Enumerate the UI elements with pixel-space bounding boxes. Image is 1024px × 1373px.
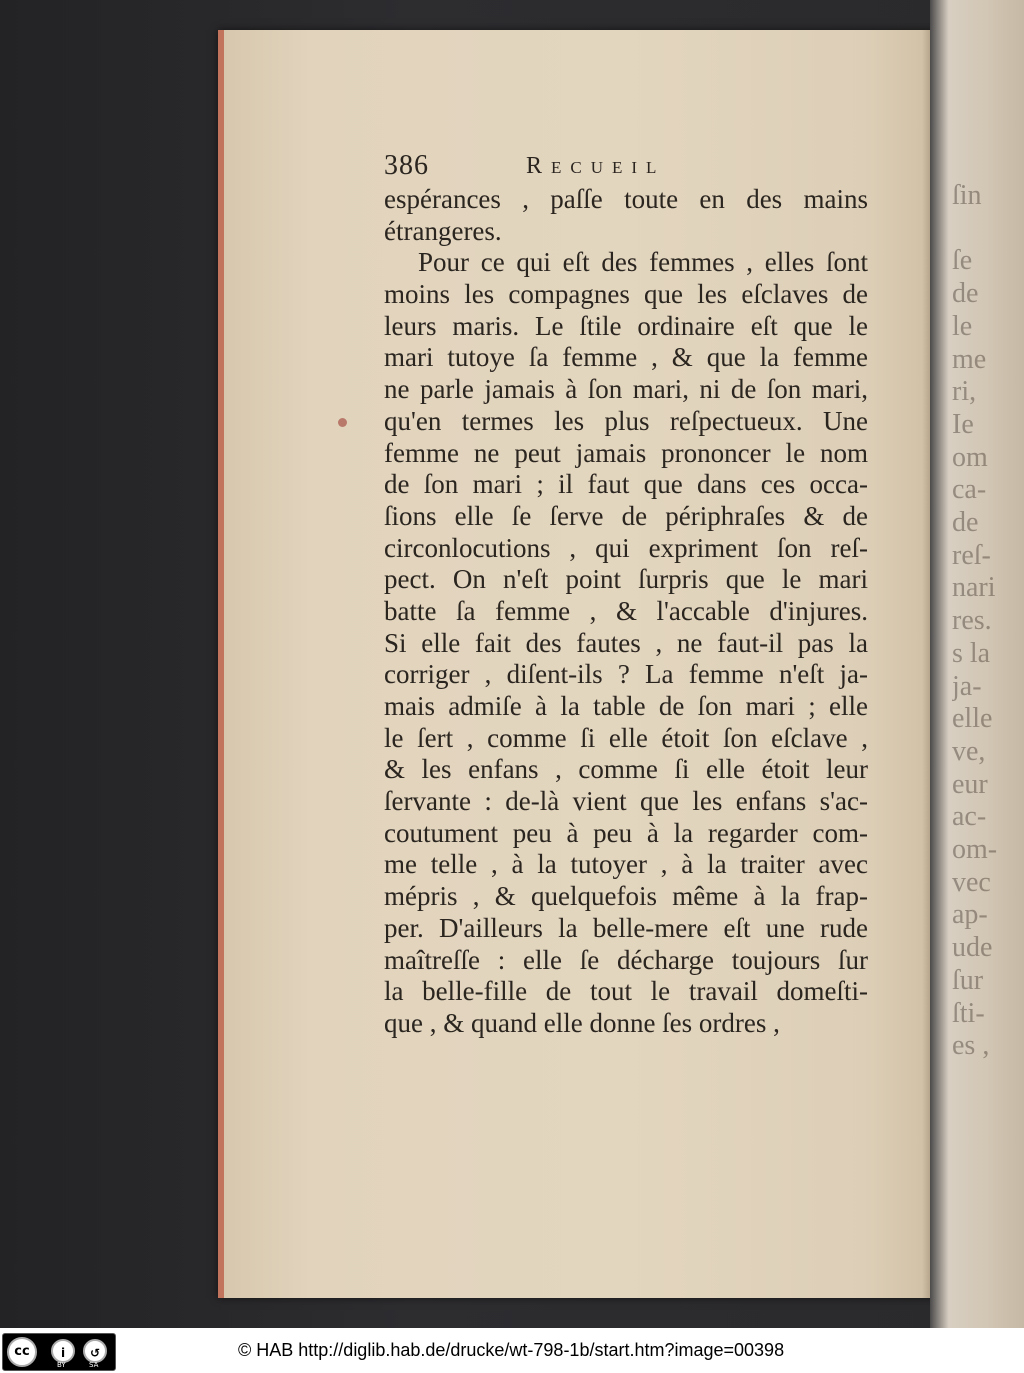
page-text-block bbox=[384, 148, 868, 1040]
text-line: le ſert , comme ſi elle étoit ſon eſclave , bbox=[384, 722, 868, 753]
text-line: per. D'ailleurs la belle-mere eſt une rude bbox=[384, 912, 868, 943]
text-line: Si elle fait des fautes , ne faut-il pas la bbox=[384, 627, 868, 658]
bleed-line bbox=[952, 213, 1022, 246]
text-line: & les enfans , comme ſi elle étoit leur bbox=[384, 754, 868, 785]
text-line: mais admiſe à la table de ſon mari ; elle bbox=[384, 691, 868, 721]
bleed-line: res. bbox=[952, 605, 992, 637]
bleed-line: om bbox=[952, 441, 988, 473]
share-alike-icon: ↺ bbox=[83, 1339, 107, 1363]
bleed-line: nari bbox=[952, 572, 996, 604]
text-line: me telle , à la tutoyer , à la traiter avec bbox=[384, 849, 868, 880]
credit-url[interactable]: © HAB http://diglib.hab.de/drucke/wt-798-1b/start.htm?image=00398 bbox=[238, 1340, 785, 1360]
cc-license-badge[interactable] bbox=[2, 1333, 116, 1371]
bleed-line: ap- bbox=[952, 899, 988, 931]
text-line: qu'en termes les plus reſpectueux. Une bbox=[384, 405, 868, 436]
bleed-line: le bbox=[952, 310, 973, 342]
text-line: leurs maris. Le ſtile ordinaire eſt que le bbox=[384, 310, 868, 341]
text-line: espérances , paſſe toute en des mains bbox=[384, 184, 868, 214]
text-line: que , & quand elle donne ſes ordres , bbox=[384, 1007, 780, 1038]
bleed-line: ja- bbox=[952, 670, 982, 702]
text-line: mépris , & quelquefois même à la frap- bbox=[384, 881, 868, 912]
by-label: BY bbox=[57, 1361, 66, 1369]
bleed-line: de bbox=[952, 507, 979, 539]
bleed-line: ve, bbox=[952, 735, 986, 767]
bleed-line: ude bbox=[952, 932, 993, 964]
bleed-line: ſur bbox=[952, 964, 984, 996]
bleed-line: s la bbox=[952, 637, 991, 669]
text-line: batte ſa femme , & l'accable d'injures. bbox=[384, 595, 868, 626]
bleed-line: ac- bbox=[952, 801, 987, 833]
bleed-line: ri, bbox=[952, 376, 977, 408]
text-line: ſions elle ſe ſerve de périphraſes & de bbox=[384, 500, 868, 531]
page-header bbox=[384, 148, 868, 184]
bleed-line: de bbox=[952, 278, 979, 310]
text-line: ne parle jamais à ſon mari, ni de ſon mari, bbox=[384, 374, 868, 405]
facing-page-bleed-text bbox=[952, 180, 1022, 1063]
text-line: la belle-fille de tout le travail domeſti- bbox=[384, 976, 868, 1007]
bleed-line: Ie bbox=[952, 408, 974, 440]
bleed-line: ſe bbox=[952, 245, 973, 277]
bleed-line: es , bbox=[952, 1030, 990, 1062]
text-line: maîtreſſe : elle ſe décharge toujours ſur bbox=[384, 944, 868, 975]
text-line: Pour ce qui eſt des femmes , elles ſont bbox=[418, 247, 868, 278]
facing-page-edge bbox=[930, 0, 1024, 1328]
bleed-line: ſin bbox=[952, 180, 982, 211]
text-line: femme ne peut jamais prononcer le nom bbox=[384, 437, 868, 468]
bleed-line: ca- bbox=[952, 474, 987, 506]
footer-bar bbox=[0, 1328, 1024, 1373]
page-number: 386 bbox=[384, 150, 429, 181]
bleed-line: me bbox=[952, 343, 987, 375]
margin-mark bbox=[338, 418, 347, 427]
text-line: mari tutoye ſa femme , & que la femme bbox=[384, 342, 868, 373]
text-line: corriger , diſent-ils ? La femme n'eſt ja- bbox=[384, 659, 868, 690]
bleed-line: om- bbox=[952, 834, 998, 866]
text-line: ſervante : de-là vient que les enfans s'ac- bbox=[384, 786, 868, 817]
text-line: pect. On n'eſt point ſurpris que le mari bbox=[384, 564, 868, 595]
bleed-line: reſ- bbox=[952, 539, 991, 571]
text-line: circonlocutions , qui expriment ſon reſ- bbox=[384, 532, 868, 563]
body-text bbox=[384, 184, 868, 1040]
bleed-line: vec bbox=[952, 866, 991, 898]
cc-icon: cc bbox=[7, 1337, 37, 1367]
sa-label: SA bbox=[89, 1361, 99, 1369]
bleed-line: eur bbox=[952, 768, 988, 800]
text-line: coutument peu à peu à la regarder com- bbox=[384, 817, 868, 848]
text-line: de ſon mari ; il faut que dans ces occa- bbox=[384, 469, 868, 500]
running-head: Recueil bbox=[526, 153, 666, 179]
bleed-line: ſti- bbox=[952, 997, 985, 1029]
text-line: étrangeres. bbox=[384, 215, 502, 246]
attribution-icon: i bbox=[51, 1339, 75, 1363]
bleed-line: elle bbox=[952, 703, 993, 735]
text-line: moins les compagnes que les eſclaves de bbox=[384, 279, 868, 310]
